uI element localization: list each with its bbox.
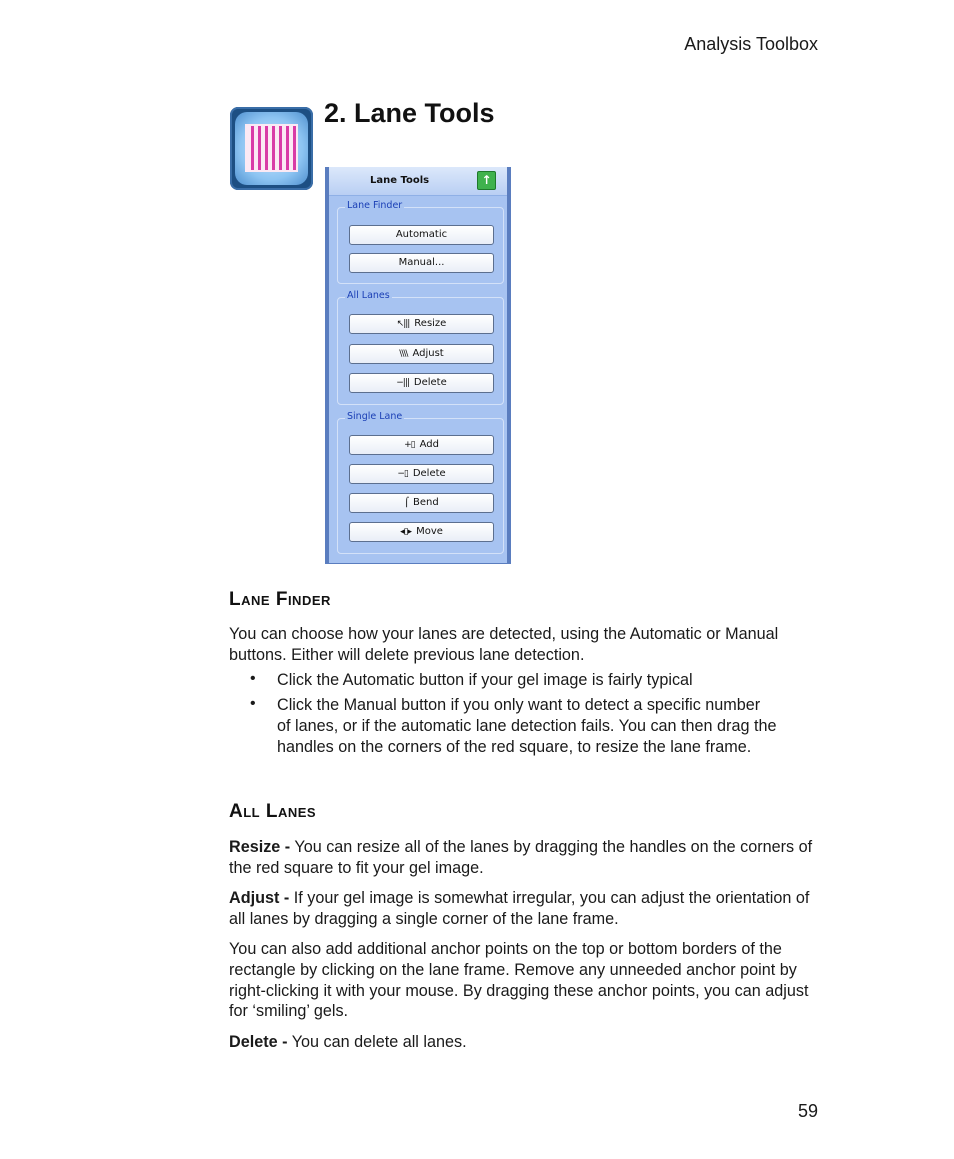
- running-header: Analysis Toolbox: [684, 34, 818, 54]
- panel-title: Lane Tools: [370, 175, 430, 186]
- button-label: Bend: [413, 497, 439, 508]
- gel-lane: [265, 126, 268, 170]
- adjust-all-button[interactable]: [349, 344, 494, 364]
- gel-lane: [286, 126, 289, 170]
- adjust-term: Adjust -: [229, 889, 290, 907]
- button-label: Delete: [413, 377, 447, 388]
- bullet-marker: •: [250, 695, 256, 712]
- delete-all-button[interactable]: [349, 373, 494, 393]
- gel-lane: [279, 126, 282, 170]
- group-single-lane: [337, 411, 504, 554]
- gel-icon-background: [235, 112, 308, 185]
- delete-paragraph: [229, 1032, 821, 1053]
- bullet-manual: Click the Manual button if you only want to detect a specific number of lanes, or if the automatic lane detection fails. You can then drag the handles on the corners of the red square, to resize the lane frame.: [277, 696, 777, 756]
- resize-all-button[interactable]: [349, 314, 494, 334]
- adjust-text: If your gel image is somewhat irregular, you can adjust the orientation of all lanes by dragging a single corner of the lane frame.: [229, 889, 810, 928]
- button-label: Resize: [414, 318, 447, 329]
- delete-lane-icon: −▯: [397, 469, 408, 479]
- resize-term: Resize -: [229, 838, 291, 856]
- delete-text: You can delete all lanes.: [287, 1033, 467, 1051]
- button-label: Adjust: [412, 348, 444, 359]
- group-all-lanes: [337, 290, 504, 405]
- anchor-paragraph: You can also add additional anchor points on the top or bottom borders of the rectangle by clicking on the lane frame. Remove any unneeded anchor point by right-clicking it with your mouse. By dragging these anchor points, you can adjust for ‘smiling’ gels.: [229, 940, 809, 1021]
- group-label: Lane Finder: [347, 200, 403, 211]
- bend-lane-button[interactable]: [349, 493, 494, 513]
- resize-text: You can resize all of the lanes by dragging the handles on the corners of the red square to fit your gel image.: [229, 838, 813, 877]
- bullet-marker: •: [250, 670, 256, 687]
- move-lane-button[interactable]: [349, 522, 494, 542]
- group-lane-finder: [337, 200, 504, 284]
- button-label: Manual...: [398, 257, 445, 268]
- page-title: 2. Lane Tools: [324, 98, 495, 128]
- lane-tools-panel: [325, 167, 511, 564]
- gel-lane: [251, 126, 254, 170]
- delete-term: Delete -: [229, 1033, 288, 1051]
- add-lane-button[interactable]: [349, 435, 494, 455]
- bend-icon: ⌠: [404, 498, 408, 508]
- resize-paragraph: [229, 837, 821, 879]
- button-label: Add: [419, 439, 439, 450]
- group-label: Single Lane: [347, 411, 403, 422]
- lane-finder-intro: You can choose how your lanes are detected, using the Automatic or Manual buttons. Either will delete previous lane detection.: [229, 625, 779, 664]
- move-icon: ◂▯▸: [400, 527, 412, 537]
- button-label: Delete: [412, 468, 446, 479]
- button-label: Move: [416, 526, 443, 537]
- page-number: 59: [797, 1101, 818, 1121]
- panel-header: [329, 167, 507, 196]
- gel-lane: [272, 126, 275, 170]
- gel-lane: [293, 126, 296, 170]
- resize-icon: ↖|||: [396, 319, 410, 329]
- delete-lane-button[interactable]: [349, 464, 494, 484]
- adjust-icon: \\\\: [399, 349, 408, 359]
- delete-lanes-icon: −|||: [396, 378, 409, 388]
- group-label: All Lanes: [347, 290, 390, 301]
- add-lane-icon: +▯: [404, 440, 415, 450]
- lane-tools-gel-icon: [230, 107, 313, 190]
- automatic-button[interactable]: [349, 225, 494, 245]
- lane-finder-heading: Lane Finder: [229, 589, 331, 610]
- button-label: Automatic: [395, 229, 448, 240]
- gel-lane: [258, 126, 261, 170]
- up-arrow-icon[interactable]: ↑: [477, 171, 496, 190]
- manual-button[interactable]: [349, 253, 494, 273]
- adjust-paragraph: [229, 888, 821, 930]
- bullet-automatic: Click the Automatic button if your gel image is fairly typical: [277, 671, 693, 689]
- all-lanes-heading: All Lanes: [229, 801, 317, 822]
